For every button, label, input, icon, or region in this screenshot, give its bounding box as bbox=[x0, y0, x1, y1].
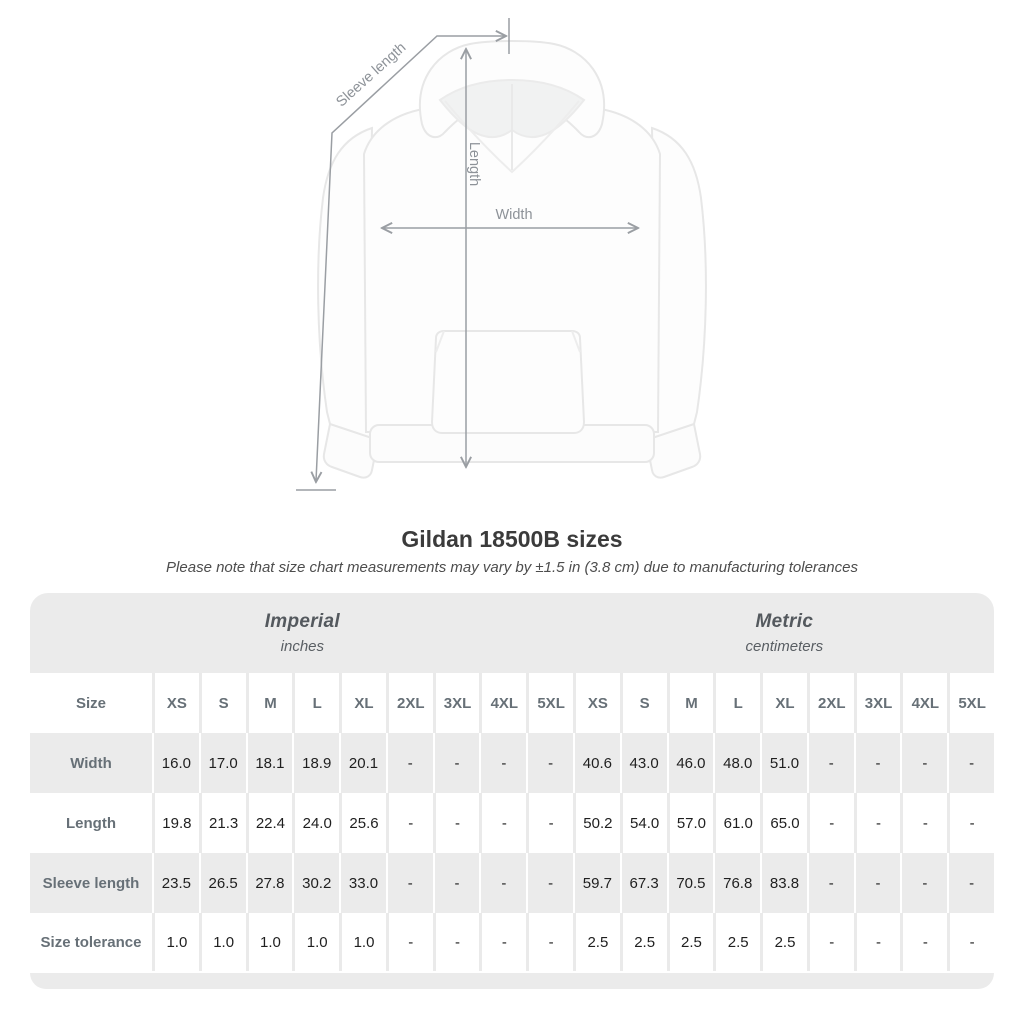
size-table bbox=[30, 593, 994, 989]
imperial-value-cell: 33.0 bbox=[339, 853, 386, 913]
imperial-value-cell: 20.1 bbox=[339, 733, 386, 793]
imperial-value-cell: 1.0 bbox=[292, 913, 339, 971]
metric-value-cell: - bbox=[947, 793, 994, 853]
table-row bbox=[30, 793, 994, 853]
imperial-value-cell: 18.1 bbox=[246, 733, 293, 793]
imperial-label: Imperial bbox=[264, 611, 340, 632]
metric-value-cell: - bbox=[854, 793, 901, 853]
imperial-value-cell: 1.0 bbox=[199, 913, 246, 971]
metric-value-cell: - bbox=[854, 913, 901, 971]
width-label: Width bbox=[495, 207, 533, 223]
table-row bbox=[30, 853, 994, 913]
imperial-value-cell: - bbox=[479, 913, 526, 971]
title-block bbox=[0, 526, 1024, 576]
metric-value-cell: 2.5 bbox=[667, 913, 714, 971]
imperial-value-cell: 21.3 bbox=[199, 793, 246, 853]
imperial-value-cell: 22.4 bbox=[246, 793, 293, 853]
metric-size-header-xs: XS bbox=[573, 673, 620, 733]
metric-value-cell: - bbox=[947, 913, 994, 971]
imperial-value-cell: 19.8 bbox=[152, 793, 199, 853]
metric-header-group bbox=[575, 593, 994, 673]
metric-value-cell: 2.5 bbox=[713, 913, 760, 971]
metric-value-cell: - bbox=[900, 913, 947, 971]
row-label: Width bbox=[30, 733, 152, 793]
metric-value-cell: 2.5 bbox=[760, 913, 807, 971]
imperial-value-cell: 1.0 bbox=[339, 913, 386, 971]
imperial-value-cell: 17.0 bbox=[199, 733, 246, 793]
imperial-value-cell: 1.0 bbox=[152, 913, 199, 971]
imperial-value-cell: - bbox=[479, 733, 526, 793]
imperial-value-cell: 25.6 bbox=[339, 793, 386, 853]
sleeve-length-label: Sleeve length bbox=[333, 39, 410, 111]
imperial-units-label: inches bbox=[280, 638, 324, 655]
page-title: Gildan 18500B sizes bbox=[401, 526, 623, 552]
imperial-value-cell: 23.5 bbox=[152, 853, 199, 913]
metric-value-cell: 61.0 bbox=[713, 793, 760, 853]
metric-value-cell: 46.0 bbox=[667, 733, 714, 793]
metric-value-cell: 54.0 bbox=[620, 793, 667, 853]
metric-size-header-l: L bbox=[713, 673, 760, 733]
imperial-value-cell: - bbox=[386, 913, 433, 971]
metric-value-cell: - bbox=[900, 733, 947, 793]
imperial-value-cell: - bbox=[479, 853, 526, 913]
metric-size-header-3xl: 3XL bbox=[854, 673, 901, 733]
table-row bbox=[30, 913, 994, 971]
imperial-value-cell: - bbox=[433, 853, 480, 913]
metric-value-cell: - bbox=[900, 793, 947, 853]
metric-value-cell: - bbox=[854, 733, 901, 793]
unit-header-band bbox=[30, 593, 994, 673]
table-row bbox=[30, 733, 994, 793]
imperial-size-header-3xl: 3XL bbox=[433, 673, 480, 733]
metric-value-cell: 40.6 bbox=[573, 733, 620, 793]
metric-size-header-2xl: 2XL bbox=[807, 673, 854, 733]
metric-value-cell: - bbox=[807, 793, 854, 853]
imperial-value-cell: - bbox=[526, 733, 573, 793]
size-column-header: Size bbox=[30, 673, 152, 733]
imperial-value-cell: - bbox=[433, 913, 480, 971]
imperial-value-cell: 26.5 bbox=[199, 853, 246, 913]
metric-value-cell: 65.0 bbox=[760, 793, 807, 853]
size-table-rows bbox=[30, 673, 994, 971]
metric-value-cell: - bbox=[807, 913, 854, 971]
imperial-value-cell: 24.0 bbox=[292, 793, 339, 853]
metric-value-cell: - bbox=[807, 733, 854, 793]
metric-value-cell: 83.8 bbox=[760, 853, 807, 913]
imperial-value-cell: 16.0 bbox=[152, 733, 199, 793]
metric-size-header-xl: XL bbox=[760, 673, 807, 733]
imperial-value-cell: - bbox=[479, 793, 526, 853]
imperial-size-header-2xl: 2XL bbox=[386, 673, 433, 733]
imperial-value-cell: - bbox=[386, 853, 433, 913]
hoodie-graphic bbox=[318, 41, 706, 478]
imperial-size-header-xl: XL bbox=[339, 673, 386, 733]
row-label: Size tolerance bbox=[30, 913, 152, 971]
imperial-value-cell: - bbox=[386, 793, 433, 853]
metric-value-cell: 76.8 bbox=[713, 853, 760, 913]
metric-value-cell: 57.0 bbox=[667, 793, 714, 853]
imperial-value-cell: 1.0 bbox=[246, 913, 293, 971]
imperial-value-cell: - bbox=[526, 853, 573, 913]
metric-value-cell: - bbox=[900, 853, 947, 913]
imperial-size-header-s: S bbox=[199, 673, 246, 733]
imperial-value-cell: 18.9 bbox=[292, 733, 339, 793]
imperial-value-cell: - bbox=[386, 733, 433, 793]
length-label: Length bbox=[466, 141, 482, 187]
metric-value-cell: - bbox=[947, 853, 994, 913]
imperial-value-cell: 27.8 bbox=[246, 853, 293, 913]
imperial-size-header-m: M bbox=[246, 673, 293, 733]
row-label: Length bbox=[30, 793, 152, 853]
imperial-size-header-4xl: 4XL bbox=[479, 673, 526, 733]
metric-value-cell: 51.0 bbox=[760, 733, 807, 793]
imperial-value-cell: - bbox=[433, 793, 480, 853]
imperial-size-header-xs: XS bbox=[152, 673, 199, 733]
imperial-size-header-l: L bbox=[292, 673, 339, 733]
metric-value-cell: 43.0 bbox=[620, 733, 667, 793]
imperial-value-cell: - bbox=[526, 913, 573, 971]
metric-value-cell: 48.0 bbox=[713, 733, 760, 793]
metric-value-cell: - bbox=[807, 853, 854, 913]
size-header-row bbox=[30, 673, 994, 733]
metric-value-cell: 50.2 bbox=[573, 793, 620, 853]
metric-value-cell: 2.5 bbox=[620, 913, 667, 971]
metric-value-cell: 59.7 bbox=[573, 853, 620, 913]
table-bottom-cap bbox=[30, 973, 994, 989]
metric-value-cell: 67.3 bbox=[620, 853, 667, 913]
row-label: Sleeve length bbox=[30, 853, 152, 913]
metric-label: Metric bbox=[755, 611, 814, 632]
metric-size-header-s: S bbox=[620, 673, 667, 733]
metric-size-header-5xl: 5XL bbox=[947, 673, 994, 733]
metric-value-cell: 2.5 bbox=[573, 913, 620, 971]
metric-units-label: centimeters bbox=[745, 638, 824, 655]
imperial-value-cell: - bbox=[526, 793, 573, 853]
metric-value-cell: 70.5 bbox=[667, 853, 714, 913]
tolerance-note: Please note that size chart measurements may vary by ±1.5 in (3.8 cm) due to manufacturing tolerances bbox=[166, 559, 858, 576]
imperial-value-cell: - bbox=[433, 733, 480, 793]
imperial-value-cell: 30.2 bbox=[292, 853, 339, 913]
metric-value-cell: - bbox=[854, 853, 901, 913]
imperial-size-header-5xl: 5XL bbox=[526, 673, 573, 733]
imperial-header-group bbox=[30, 593, 575, 673]
metric-value-cell: - bbox=[947, 733, 994, 793]
metric-size-header-4xl: 4XL bbox=[900, 673, 947, 733]
metric-size-header-m: M bbox=[667, 673, 714, 733]
